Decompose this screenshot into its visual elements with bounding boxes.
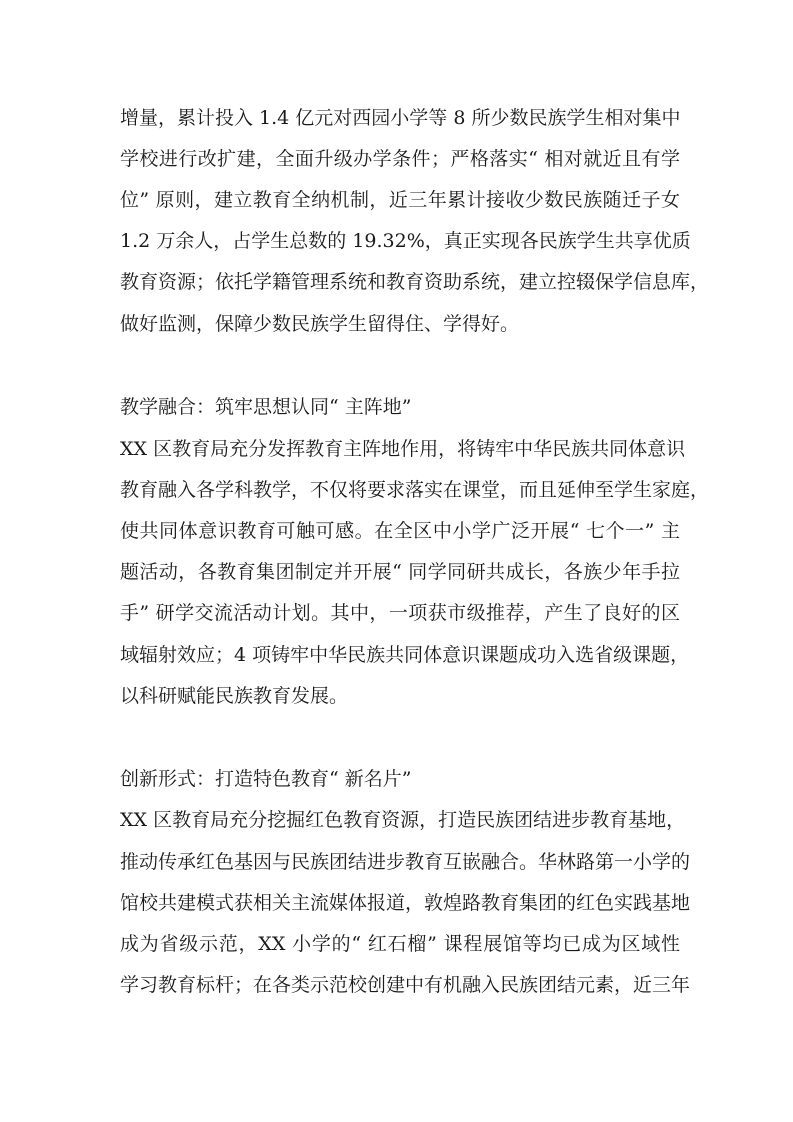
body-text-line: 学校进行改扩建，全面升级办学条件；严格落实“ 相对就近且有学 [120,148,680,170]
body-text-line: 位” 原则，建立教育全纳机制，近三年累计接收少数民族随迁子女 [120,189,680,211]
body-text-line: 推动传承红色基因与民族团结进步教育互嵌融合。华林路第一小学的 [120,851,691,873]
body-text-line: 手” 研学交流活动计划。其中，一项获市级推荐，产生了良好的区 [120,602,680,624]
body-text-line: 题活动，各教育集团制定并开展“ 同学同研共成长，各族少年手拉 [120,561,680,583]
body-text-line: 以科研赋能民族教育发展。 [120,685,349,707]
body-text-line: 1.2 万余人，占学生总数的 19.32%，真正实现各民族学生共享优质 [120,230,691,252]
body-text-line: XX 区教育局充分挖掘红色教育资源，打造民族团结进步教育基地， [120,809,686,831]
body-text-line: 增量，累计投入 1.4 亿元对西园小学等 8 所少数民族学生相对集中 [120,107,681,129]
section-heading: 创新形式：打造特色教育“ 新名片” [120,768,412,790]
body-text-line: 教育资源；依托学籍管理系统和教育资助系统，建立控辍保学信息库， [120,271,710,293]
body-text-line: 馆校共建模式获相关主流媒体报道，敦煌路教育集团的红色实践基地 [120,892,691,914]
body-text-line: 做好监测，保障少数民族学生留得住、学得好。 [120,313,520,335]
body-text-line: 学习教育标杆；在各类示范校创建中有机融入民族团结元素，近三年 [120,974,691,996]
body-text-line: 域辐射效应；4 项铸牢中华民族共同体意识课题成功入选省级课题， [120,644,690,666]
body-text-line: 成为省级示范，XX 小学的“ 红石榴” 课程展馆等均已成为区域性 [120,933,680,955]
section-heading: 教学融合：筑牢思想认同“ 主阵地” [120,396,412,418]
body-text-line: XX 区教育局充分发挥教育主阵地作用，将铸牢中华民族共同体意识 [120,438,686,460]
body-text-line: 教育融入各学科教学，不仅将要求落实在课堂，而且延伸至学生家庭， [120,479,710,501]
body-text-line: 使共同体意识教育可触可感。在全区中小学广泛开展“ 七个一” 主 [120,520,680,542]
